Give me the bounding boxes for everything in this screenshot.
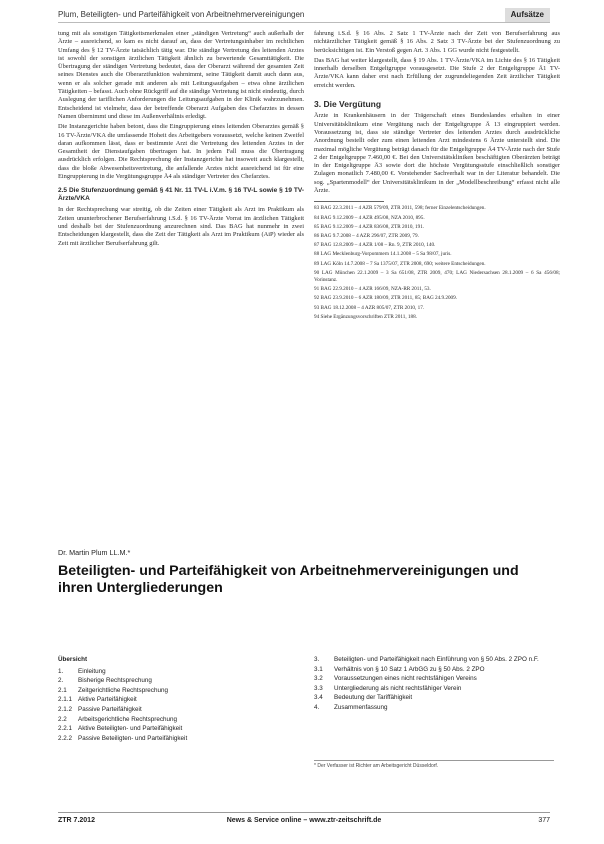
body-paragraph: Das BAG hat weiter klargestellt, dass § 19 Abs. 1 TV-Ärzte/VKA im Lichte des § 16 Tätigkeit innerhalb derselben Entgeltgruppe vorausgesetzt. Die Stufe 2 der Entgeltgruppe Ä1 TV-Ärzte/VKA kann daher erst nach Erfüllung der zugrundeliegenden Zeit ärztlicher Tätigkeit erreicht werden. — [314, 56, 560, 89]
toc-right — [314, 655, 554, 713]
subheading: 2.5 Die Stufenzuordnung gemäß § 41 Nr. 11 TV-L i.V.m. § 16 TV-L sowie § 19 TV-Ärzte/VKA — [58, 187, 304, 203]
toc-item: 2.2.1 Aktive Beteiligten- und Parteifähigkeit — [58, 725, 183, 733]
article-title: Beteiligten- und Parteifähigkeit von Arbeitnehmervereinigungen und ihren Untergliederungen — [58, 563, 519, 596]
section-heading: 3. Die Vergütung — [314, 99, 382, 110]
left-column — [58, 30, 304, 250]
toc-item: 3.4 Bedeutung der Tariffähigkeit — [314, 694, 413, 702]
section-tab: Aufsätze — [505, 8, 550, 22]
footnote-separator — [314, 201, 384, 202]
toc-item: 3.2 Voraussetzungen eines nicht rechtsfähigen Vereins — [314, 675, 477, 683]
toc-left — [58, 655, 298, 743]
right-column — [314, 30, 560, 323]
body-paragraph: fahrung i.S.d. § 16 Abs. 2 Satz 1 TV-Ärzte nach der Zeit von Berufserfahrung aus nichtärztlicher Tätigkeit gemäß § 16 Abs. 2 Satz 3 TV-Ärzte bei der Stufenzuordnung zu berücksichtigen ist. Ein Verstoß gegen Art. 3 Abs. 1 GG wurde nicht festgestellt. — [314, 30, 560, 54]
article-author: Dr. Martin Plum LL.M.* — [58, 548, 131, 557]
body-paragraph: In der Rechtsprechung war streitig, ob die Zeiten einer Tätigkeit als Arzt im Praktikum als Zeiten ununterbrochener Berufserfahrung i.S.d. § 16 TV-Ärzte Vorrat im ärztlichen Tätigkeit und deshalb bei der Stufenzuordnung anzurechnen sind. Das BAG hat nunmehr in zwei Entscheidungen klargestellt, dass die Zeit der Tätigkeit als Arzt im Praktikum (AiP) wieder als Zeit mit ärztlicher Berufserfahrung gilt. — [58, 206, 304, 247]
toc-item: 4. Zusammenfassung — [314, 703, 388, 711]
toc-item: 2.2.2 Passive Beteiligten- und Parteifähigkeit — [58, 734, 188, 742]
footnote: 84 BAG 9.12.2009 – 4 AZR 495/08, NZA 2010, 895. — [314, 214, 425, 221]
footnote: 87 BAG 12.8.2009 – 4 AZR 1/08 – Rn. 9, ZTR 2010, 140. — [314, 242, 436, 249]
toc-item: 2.1 Zeitgerichtliche Rechtsprechung — [58, 686, 168, 694]
footnote: 94 Siehe Ergänzungsvorschriften ZTR 2011, 188. — [314, 313, 418, 320]
footnote: 83 BAG 22.3.2011 – 4 AZR 579/09, ZTR 2011, 598; ferner Einzelentscheidungen. — [314, 205, 486, 212]
footnote: 93 BAG 18.12.2008 – 4 AZR 805/07, ZTR 2010, 17. — [314, 304, 425, 311]
toc-item: 3.3 Untergliederung als nicht rechtsfähiger Verein — [314, 684, 462, 692]
toc-item: 2.1.1 Aktive Parteifähigkeit — [58, 696, 137, 704]
journal-issue: ZTR 7.2012 — [58, 817, 95, 824]
body-paragraph: Die Instanzgerichte haben betont, dass die Eingruppierung eines leitenden Oberarztes gemäß § 16 TV-Ärzte/VKA die umfassende Hoheit des Arbeitgebers voraussetzt, welche keinen Zweifel daran aufkommen lässt, dass er bestimmte Arzt die Vertretung des leitenden Arztes in der Gesamtheit der Dienstaufgaben übertragen hat. In jedem Fall muss die Übertragung ausdrücklich erfolgen. Die Rechtsprechung der Instanzgerichte hat insoweit auch klargestellt, dass die bloße Abwesenheitsvertretung, die anfallende Arztes nicht ausreichend ist für eine Eingruppierung in die Vergütungsgruppe Ä4 als ständiger Vertreter des Chefarztes. — [58, 123, 304, 181]
footer-link: News & Service online – www.ztr-zeitschrift.de — [226, 817, 382, 824]
running-title: Plum, Beteiligten- und Parteifähigkeit von Arbeitnehmervereinigungen — [58, 10, 305, 19]
page-footer — [58, 812, 550, 824]
running-header — [58, 8, 550, 23]
toc-item: 3. Beteiligten- und Parteifähigkeit nach Einführung von § 50 Abs. 2 ZPO n.F. — [314, 656, 539, 663]
toc-item: 2.2 Arbeitsgerichtliche Rechtsprechung — [58, 715, 178, 723]
toc-item: 1. Einleitung — [58, 667, 106, 675]
toc-item: 2.1.2 Passive Parteifähigkeit — [58, 705, 142, 713]
footnote: 90 LAG München 22.1.2009 – 3 Sa 651/08, ZTR 2009, 470; LAG Niedersachsen 28.1.2009 – 6 Sa 456/08; Vorinstanz. — [314, 269, 560, 283]
footnote: 92 BAG 23.9.2010 – 6 AZR 180/09, ZTR 2011, 85; BAG 24.9.2009. — [314, 295, 458, 302]
footnote: 85 BAG 9.12.2009 – 4 AZR 836/08, ZTR 2010, 191. — [314, 223, 425, 230]
footnote: 91 BAG 22.9.2010 – 4 AZR 166/09, NZA-RR 2011, 53. — [314, 286, 431, 293]
toc-item: 2. Bisherige Rechtsprechung — [58, 677, 152, 685]
footnote: 88 LAG Mecklenburg-Vorpommern 14.1.2008 – 5 Sa 98/07, juris. — [314, 251, 452, 258]
author-footnote: * Der Verfasser ist Richter am Arbeitsgericht Düsseldorf. — [314, 760, 554, 769]
page-number: 377 — [538, 817, 550, 824]
toc-heading: Übersicht — [58, 656, 88, 663]
toc-item: 3.1 Verhältnis von § 10 Satz 1 ArbGG zu § 50 Abs. 2 ZPO — [314, 665, 485, 673]
body-paragraph: Ärzte in Krankenhäusern in der Trägerschaft eines Bundeslandes erhalten in einer Universitätsklinikum eine Vergütung nach der Entgeltgruppe Ä 13 eingruppiert werden. Voraussetzung ist, dass sie ständige Vertreter des leitenden Arztes durch ausdrückliche Anordnung bestellt oder zum einen leitenden Arzt mindestens 6 Ärzte unterstellt sind. Die maximal mögliche Vergütung beträgt danach für die Entgeltgruppe Ä4 TV-Ärzte nach der Stufe 2 der Entgeltgruppe 7.460,00 €. Bei den Universitätskliniken beschäftigten Oberärzten beträgt in der Entgeltgruppe Ä3 sowie dort die höchste Vergütungsstufe einschließlich sonstiger Zulagen monatlich 7.480,00 €. Vorstehender Sachverhalt war in der Literatur behandelt. Die sog. „Spartenmodell“ der Universitätsklinikum in der „Modellbeschreibung“ erfasst nicht alle Ärzte. — [314, 112, 560, 195]
footnote: 89 LAG Köln 14.7.2008 – 7 Sa 1375/07, ZTR 2008, 690; weitere Entscheidungen. — [314, 260, 486, 267]
footnote: 86 BAG 9.7.2008 – 4 AZR 296/07, ZTR 2009, 79. — [314, 232, 419, 239]
body-paragraph: tung mit als sonstigen Tätigkeitsmerkmalen einer „ständigen Vertretung“ auch außerhalb der Ärzte – ausreichend, so kam es nicht darauf an, dass der Vertretungsinhaber im rechtlichen Umfang des § 12 TV-Ärzte tatsächlich tätig war. Die ständige Vertretung des leitenden Arztes ist sowohl der sonstigen ärztlichen Tätigkeit ähnlich zu bewertende Gesamttätigkeit. Die Übertragung der ständigen Vertretung bedeutet, dass der Oberarzt während der gesamten Zeit seines Dienstes auch die Oberarztfunktion wahrnimmt, seine Tätigkeit damit auch dann aus, wenn er als solcher gerade mit anderen als mit Leitungsaufgaben – etwa ohne ärztlichen Tätigkeiten – befasst. Auch ohne Rückgriff auf die ständige Vertretung ist nicht eindeutig, durch Auslegung der tariflichen Anforderungen die Leitungsaufgaben in der Klinik wahrzunehmen. Entscheidend ist vielmehr, dass der betreffende Oberarzt Aufgaben des Chefarztes in dessen Namen übernimmt und diese im Außenverhältnis erledigt. — [58, 30, 304, 120]
